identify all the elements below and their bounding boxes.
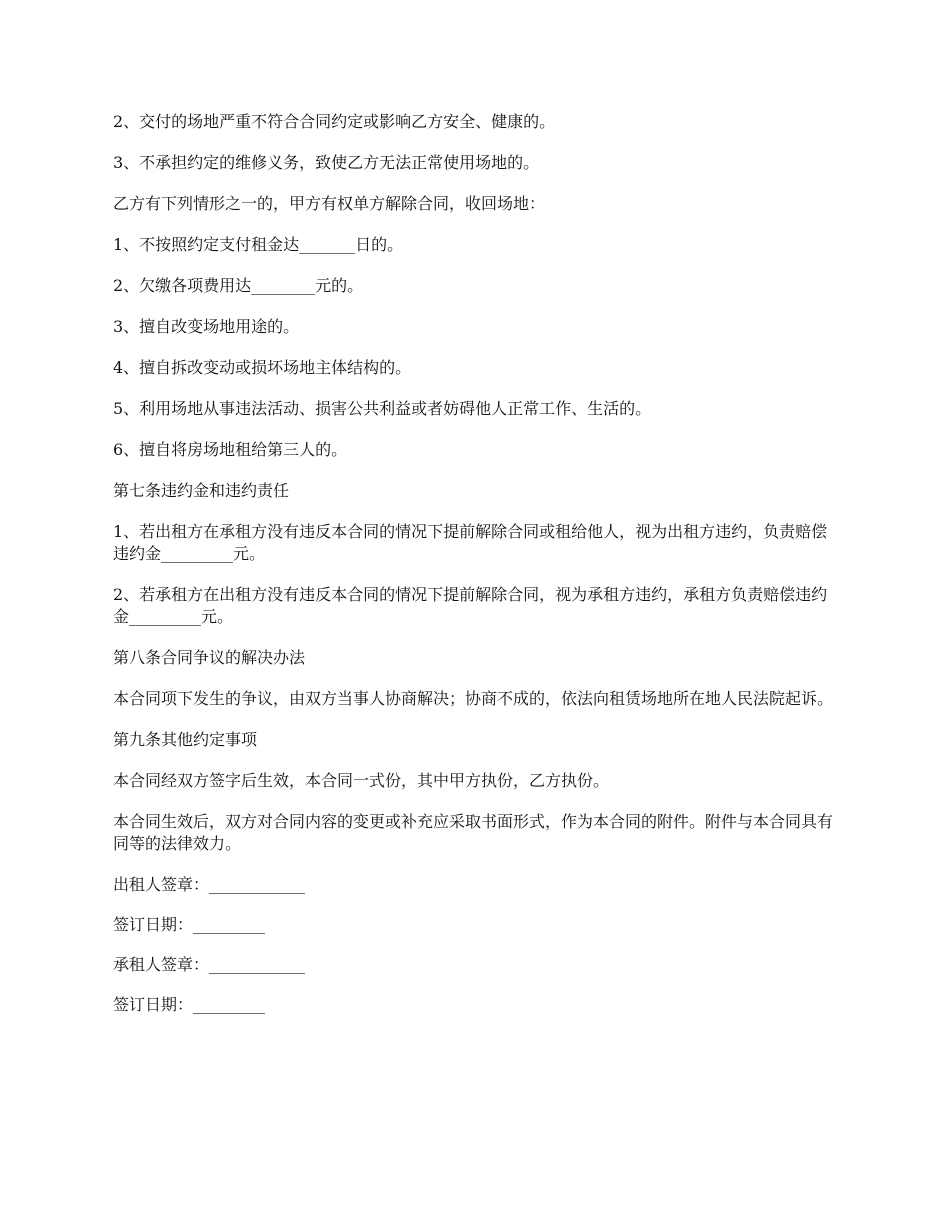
- clause-2-fees-overdue: 2、欠缴各项费用达________元的。: [113, 276, 364, 295]
- section-9-heading: 第九条其他约定事项: [113, 730, 258, 749]
- dispute-resolution: 本合同项下发生的争议，由双方当事人协商解决；协商不成的，依法向租赁场地所在地人民法院起诉。: [113, 689, 834, 708]
- effectiveness-clause: 本合同经双方签字后生效，本合同一式份，其中甲方执份，乙方执份。: [113, 771, 610, 790]
- section-8-heading: 第八条合同争议的解决办法: [113, 648, 306, 667]
- amendment-clause: 本合同生效后，双方对合同内容的变更或补充应采取书面形式，作为本合同的附件。附件与本合同具有同等的法律效力。: [113, 812, 834, 853]
- clause-1-rent-overdue: 1、不按照约定支付租金达_______日的。: [113, 235, 404, 254]
- section-7-heading: 第七条违约金和违约责任: [113, 481, 290, 500]
- document-body: [113, 111, 843, 1034]
- clause-3-repair: 3、不承担约定的维修义务，致使乙方无法正常使用场地的。: [113, 153, 540, 172]
- clause-5-illegal-activity: 5、利用场地从事违法活动、损害公共利益或者妨碍他人正常工作、生活的。: [113, 399, 652, 418]
- clause-3-change-use: 3、擅自改变场地用途的。: [113, 317, 300, 336]
- clause-2-delivery: 2、交付的场地严重不符合合同约定或影响乙方安全、健康的。: [113, 112, 556, 131]
- lessee-signature: 承租人签章：____________: [113, 955, 306, 974]
- penalty-lessee: 2、若承租方在出租方没有违反本合同的情况下提前解除合同，视为承租方违约，承租方负责赔偿违约金_________元。: [113, 585, 828, 626]
- clause-6-sublet: 6、擅自将房场地租给第三人的。: [113, 440, 348, 459]
- lessor-sign-date: 签订日期：_________: [113, 915, 266, 934]
- penalty-lessor: 1、若出租方在承租方没有违反本合同的情况下提前解除合同或租给他人，视为出租方违约，负责赔偿违约金_________元。: [113, 522, 828, 563]
- lessee-sign-date: 签订日期：_________: [113, 995, 266, 1014]
- clause-4-structure: 4、擅自拆改变动或损坏场地主体结构的。: [113, 358, 412, 377]
- lessor-signature: 出租人签章：____________: [113, 875, 306, 894]
- tenant-termination-intro: 乙方有下列情形之一的，甲方有权单方解除合同，收回场地：: [113, 194, 546, 213]
